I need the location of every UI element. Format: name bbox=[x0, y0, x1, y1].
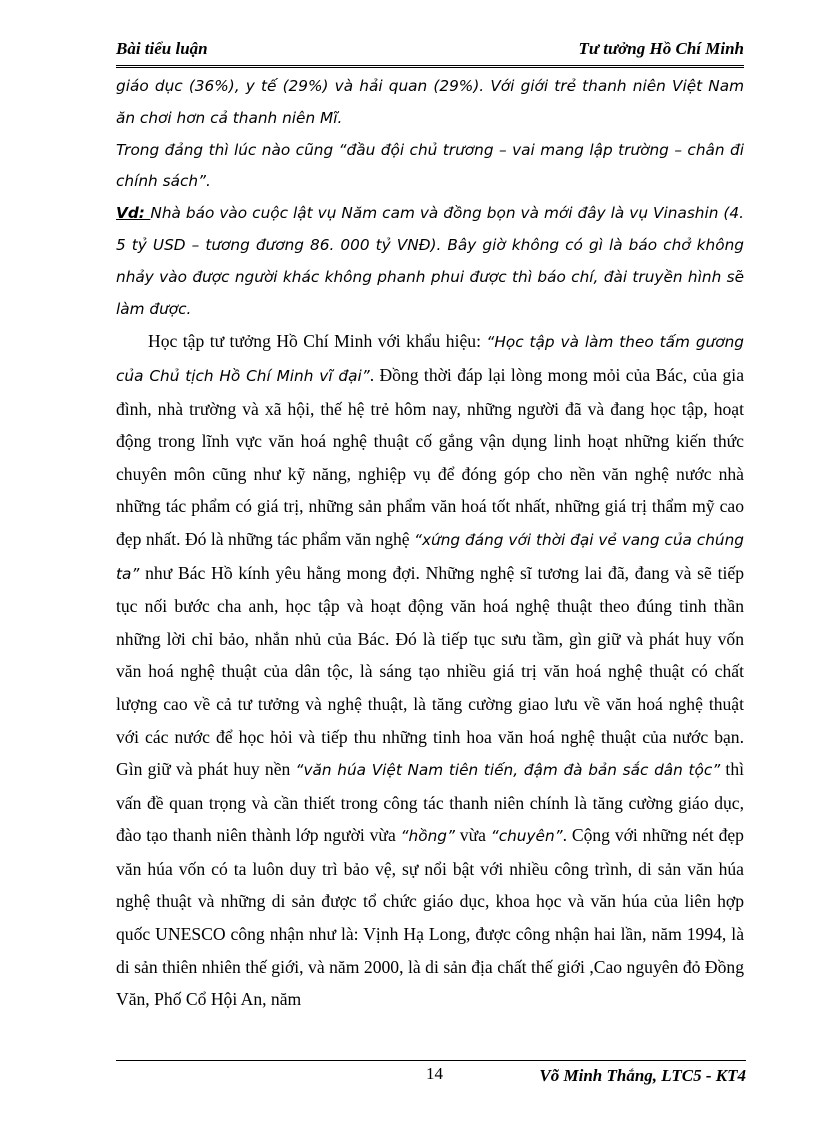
para4-text-3: như Bác Hồ kính yêu hằng mong đợi. Những nghệ sĩ tương lai đã, đang và sẽ tiếp tục nối bước cha anh, học tập và hoạt động văn hoá nghệ thuật theo đúng tinh thần những lời chỉ bảo, nhắn nhủ của Bác. Đó là tiếp tục sưu tầm, gìn giữ và phát huy vốn văn hoá nghệ thuật của dân tộc, là sáng tạo nhiều giá trị văn hoá nghệ thuật có chất lượng cao về cả tư tưởng và nghệ thuật, là tăng cường giao lưu về văn hoá nghệ thuật với các nước để học hỏi và tiếp thu những tinh hoa văn hoá nghệ thuật của nước bạn. Gìn giữ và phát huy nền bbox=[116, 562, 744, 780]
page-header bbox=[116, 37, 744, 68]
paragraph-3 bbox=[116, 198, 744, 325]
header-left-title: Bài tiểu luận bbox=[116, 39, 208, 58]
document-body bbox=[116, 71, 744, 1016]
page-number: 14 bbox=[426, 1064, 443, 1083]
paragraph-4 bbox=[116, 325, 744, 1015]
para4-quote-1: “Học tập và làm theo tấm gương của Chủ tịch Hồ Chí Minh vĩ đại” bbox=[116, 333, 745, 385]
para4-quote-2: “xứng đáng với thời đại vẻ vang của chúng ta” bbox=[116, 530, 745, 583]
para4-text-1: Học tập tư tưởng Hồ Chí Minh với khẩu hiệu: bbox=[148, 331, 487, 352]
para4-text-2: . Đồng thời đáp lại lòng mong mỏi của Bác, của gia đình, nhà trường và xã hội, thế hệ trẻ hôm nay, những người đã và đang học tập, hoạt động trong lĩnh vực văn hoá nghệ thuật cố gắng vận dụng linh hoạt những kiến thức chuyên môn cũng như kỹ năng, nghiệp vụ để đóng góp cho nền văn nghệ nước nhà những tác phẩm có giá trị, những sản phẩm văn hoá tốt nhất, những giá trị thẩm mỹ cao đẹp nhất. Đó là những tác phẩm văn nghệ bbox=[116, 364, 744, 549]
para4-text-6: . Cộng với những nét đẹp văn húa vốn có ta luôn duy trì bảo vệ, sự nổi bật với nhiều công trình, di sản văn húa nghệ thuật và những di sản được tổ chức giáo dục, khoa học và văn húa của liên hợp quốc UNESCO công nhận như là: Vịnh Hạ Long, được công nhận hai lần, năm 1994, là di sản thiên nhiên thế giới, và năm 2000, là di sản địa chất thế giới ,Cao nguyên đỏ Đồng Văn, Phố Cổ Hội An, năm bbox=[116, 825, 744, 1010]
para4-quote-4: “hồng” bbox=[400, 827, 455, 846]
para4-text-4: thì vấn đề quan trọng và cần thiết trong công tác thanh niên chính là tăng cường giáo dục, đào tạo thanh niên thành lớp người vừa bbox=[116, 759, 744, 846]
paragraph-1: giáo dục (36%), y tế (29%) và hải quan (29%). Với giới trẻ thanh niên Việt Nam ăn chơi hơn cả thanh niên Mĩ. bbox=[116, 77, 744, 127]
para4-quote-5: “chuyên” bbox=[490, 827, 563, 846]
paragraph-2: Trong đảng thì lúc nào cũng “đầu đội chủ trương – vai mang lập trường – chân đi chính sách”. bbox=[116, 140, 744, 191]
footer-author: Võ Minh Thắng, LTC5 - KT4 bbox=[539, 1066, 746, 1085]
example-text: Nhà báo vào cuộc lật vụ Năm cam và đồng bọn và mới đây là vụ Vinashin (4. 5 tỷ USD – tương đương 86. 000 tỷ VNĐ). Bây giờ không có gì là báo chở không nhảy vào được người khác không phanh phui được thì báo chí, đài truyền hình sẽ làm được. bbox=[116, 204, 744, 318]
example-label: Vd: bbox=[116, 204, 151, 223]
para4-text-5: vừa bbox=[454, 825, 491, 846]
para4-quote-3: “văn húa Việt Nam tiên tiến, đậm đà bản sắc dân tộc” bbox=[295, 761, 721, 780]
footer-divider bbox=[116, 1060, 746, 1061]
header-right-title: Tư tưởng Hồ Chí Minh bbox=[578, 39, 744, 58]
